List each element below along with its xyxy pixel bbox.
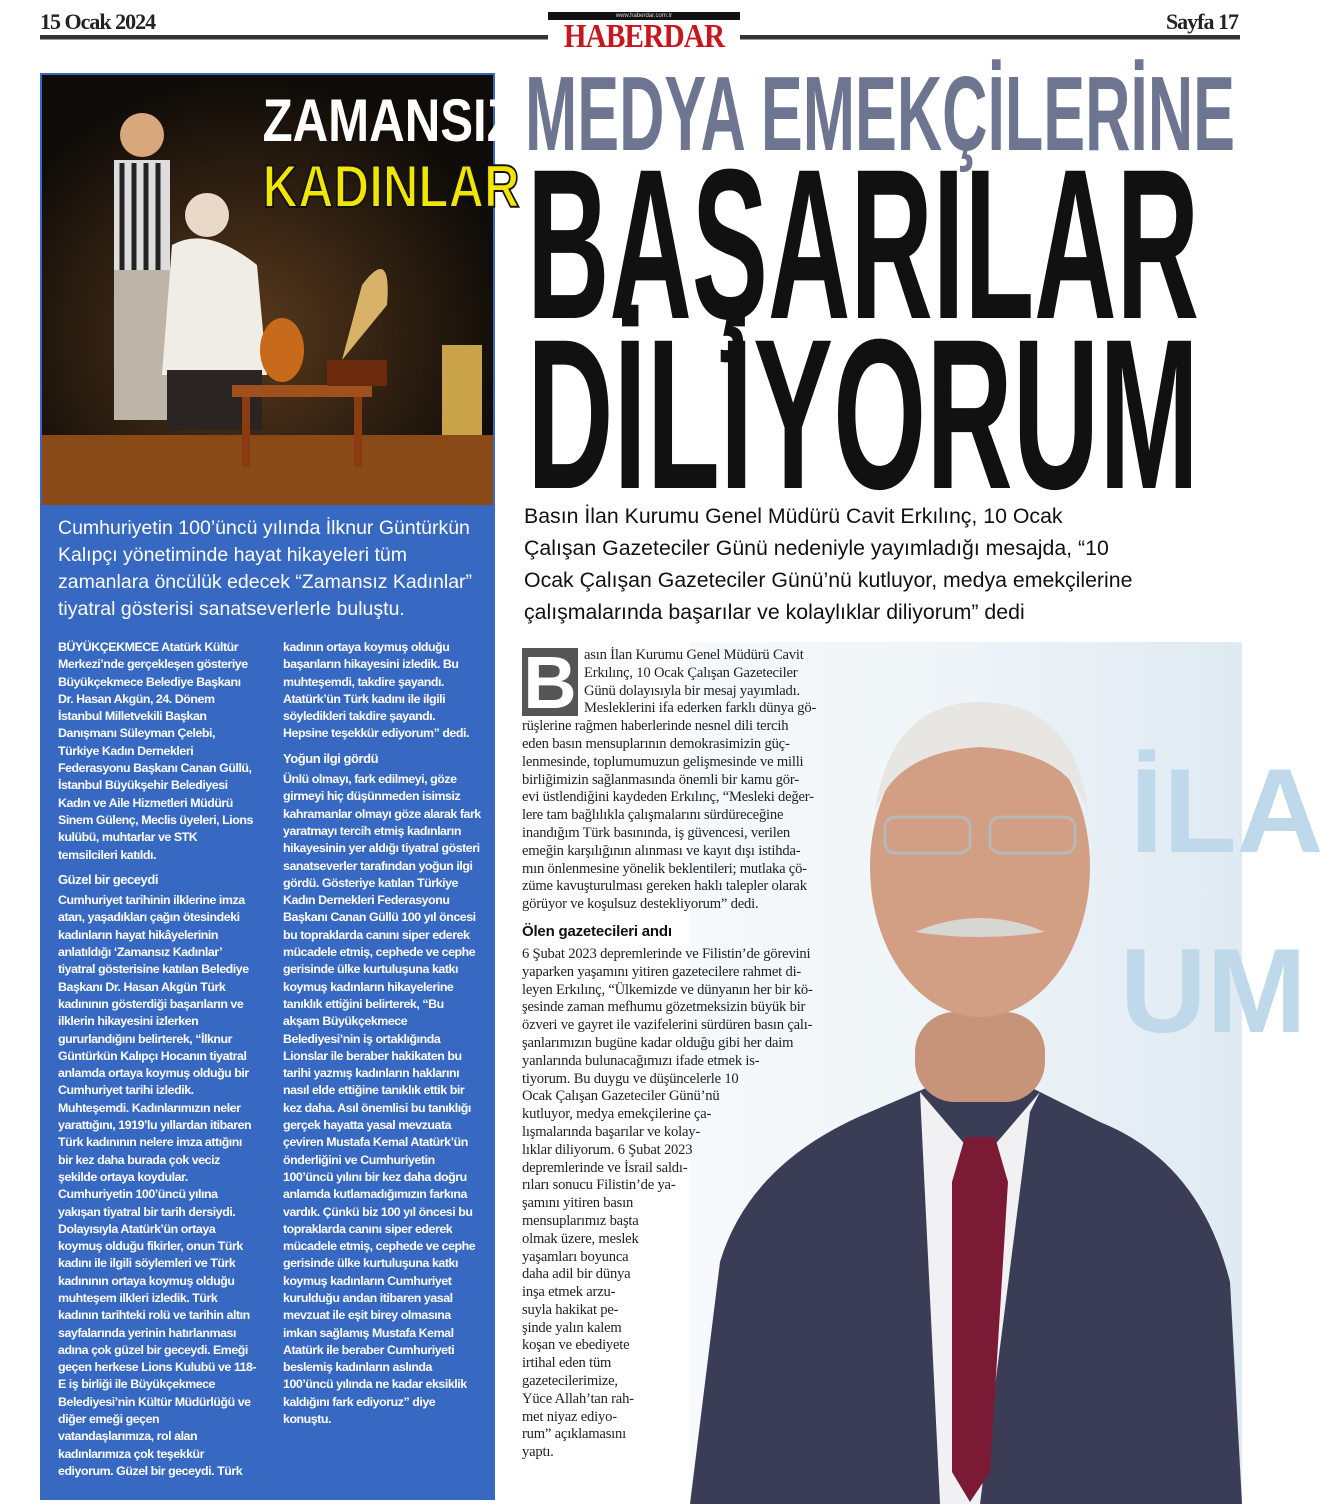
body-line: şamını yitiren basın [522, 1195, 634, 1212]
body-line: mensuplarımız başta [522, 1212, 639, 1229]
theatre-stage-photo [42, 75, 520, 505]
subheading: Ölen gazetecileri andı [522, 922, 672, 940]
left-story-intro [58, 515, 498, 623]
body-line: met niyaz ediyo- [522, 1408, 617, 1425]
body-line: eden basın mensuplarının demokrasimizin güç- [522, 735, 790, 752]
logo-name: HABERDAR [563, 18, 725, 55]
header-rule-left [40, 35, 548, 40]
body-line: züme kavuşturulması gereken haklı talepler olarak [522, 878, 807, 895]
body-line: Erkılınç, 10 Ocak Çalışan Gazeteciler [584, 664, 798, 681]
body-line: özveri ve gayret ile vazifelerini sürdüren basın çalı- [522, 1017, 813, 1034]
body-line: asın İlan Kurumu Genel Müdürü Cavit [584, 647, 804, 663]
body-line: 6 Şubat 2023 depremlerinde ve Filistin’de görevini [522, 945, 811, 962]
body-line: leyen Erkılınç, “Ülkemizde ve dünyanın her bir kö- [522, 981, 813, 998]
body-line: Günü dolayısıyla bir mesaj yayımladı. [584, 682, 800, 699]
photo-title-line-1: ZAMANSIZ [262, 87, 517, 154]
body-line: rum” açıklamasını [522, 1426, 626, 1443]
body-line: daha adil bir dünya [522, 1266, 631, 1283]
body-line: birliğimizin sağlanmasında önemli bir kamu gör- [522, 771, 799, 788]
body-line: Mesleklerini ifa ederken farklı dünya gö- [584, 700, 817, 717]
body-line: rüşlerine rağmen haberlerinde nesnel dili tercih [522, 718, 789, 735]
right-story-body [522, 641, 852, 1462]
body-paragraph: Cumhuriyet tarihinin ilklerine imza atan, yaşadıkları çağın ötesindeki kadınların hayat hikâyelerinin anlatıldığı ‘Zamansız Kadınlar’ tiyatral gösterisine katılan Belediye Başkanı Dr. Hasan Akgün Türk kadınının gösterdiği başarıların ve ilklerin hikayesini izlerken gururlandığını belirterek, “İlknur Güntürkün Kalıpçı Hocanın tiyatral anlamda ortaya koymuş olduğu bir Cumhuriyet tarihi izledik. Muhteşemdi. Kadınlarımızın neler yarattığını, 1919’lu yıllardan itibaren Türk kadınının nelere imza attığını bir kez daha burada çok veciz şekilde ortaya koydular. Cumhuriyetin 100’üncü yılına yakışan tiyatral bir tarih dersiydi. Dolayısıyla Atatürk’ün ortaya koymuş olduğu fikirler, onun Türk kadını ile ilgili söylemleri ve Türk kadınının ortaya koymuş olduğu muhteşem ilkleri izledik. Türk kadının tarihteki rolü ve tarihin altın sayfalarında yerinin hatırlanması adına çok güzel bir geceydi. Emeği geçen herkese Lions Kulubü ve 118-E iş birliği ile Büyükçekmece Belediyesi’nin Kültür Müdürlüğü ve diğer emeği geçen vatandaşlarımıza, rol alan kadınlarımıza çok teşekkür ediyorum. Güzel bir geceydi. Türk kadının ortaya koymuş olduğu başarıların hikayesini izledik. Bu muhteşemdi, takdire şayandı. Atatürk’ün Türk kadını ile ilgili söyledikleri takdire şayandı. Hepsine teşekkür ediyorum” dedi. [58, 640, 469, 1478]
intro-line: Kalıpçı yönetiminde hayat hikayeleri tüm [58, 544, 408, 566]
headline-line-2: BAŞARILAR [527, 125, 1199, 364]
photo-title-line-2: KADINLAR [262, 153, 520, 220]
headline-line-1: MEDYA EMEKÇİLERİNE [525, 55, 1235, 173]
newspaper-logo [548, 12, 740, 54]
headline-deck [524, 500, 1244, 628]
body-line: evi üstlendiğini kaydeden Erkılınç, “Mesleki değer- [522, 789, 814, 806]
body-line: suyla hakikat pe- [522, 1301, 619, 1318]
body-line: lere tam bağlılıkla çalışmalarını sürdüreceğine [522, 807, 784, 824]
deck-line: Ocak Çalışan Gazeteciler Günü’nü kutluyor, medya emekçilerine [524, 568, 1133, 592]
body-line: Yüce Allah’tan rah- [522, 1390, 634, 1407]
body-line: tiyorum. Bu duygu ve düşüncelerle 10 [522, 1070, 739, 1087]
body-line: emeğin karşılığının alınması ve kayıt dışı istihda- [522, 842, 801, 859]
deck-line: Basın İlan Kurumu Genel Müdürü Cavit Erkılınç, 10 Ocak [524, 504, 1063, 528]
body-line: gazetecilerimize, [522, 1373, 618, 1390]
body-paragraph: Ünlü olmayı, fark edilmeyi, göze girmeyi hiç düşünmeden isimsiz kahramanlar olmayı göze alarak fark yaratmayı tercih etmiş kadınların hikayesinin yer aldığı tiyatral gösteri sanatseverler tarafından yoğun ilgi gördü. Gösteriye katılan Türkiye Kadın Dernekleri Federasyonu Başkanı Canan Güllü 100 yıl öncesi bu topraklarda canını siper ederek mücadele etmiş, cephede ve cephe gerisinde ülke kurtuluşuna katkı koymuş kadınların hikayelerine tanıklık ettiğini belirterek, “Bu akşam Büyükçekmece Belediyesi’nin iş ortaklığında Lionslar ile beraber hakikaten bu tarihi yazmış kadınların haklarını nasıl elde ettiğine tanıklık ettik bir kez daha. Asıl önemlisi bu tanıklığı gerçek hayatta yasal mevzuata çeviren Mustafa Kemal Atatürk’ün önderliğini ve Cumhuriyetin 100’üncü yılını bir kez daha doğru anlamda kutlamadığımızın farkına vardık. Çünkü biz 100 yıl öncesi bu topraklarda canını siper ederek mücadele etmiş, cephede ve cephe gerisinde ülke kurtuluşuna katkı koymuş kadınların Cumhuriyet kurulduğu andan itibaren yasal mevzuat ile eşit birey olmasına imkan sağlamış Mustafa Kemal Atatürk ile beraber Cumhuriyeti beslemiş kadınların aslında 100’üncü yılında ne kadar eksiklik kaldığını fark ediyoruz” diye konuştu. [283, 772, 481, 1427]
body-line: şesinde zaman mefhumu gözetmeksizin büyük bir [522, 999, 806, 1016]
drop-cap: B [523, 641, 577, 724]
body-line: Ocak Çalışan Gazeteciler Günü’nü [522, 1088, 720, 1105]
logo-url: www.haberdar.com.tr [548, 12, 740, 20]
body-line: rıları sonucu Filistin’de ya- [522, 1177, 676, 1194]
backdrop-text: UM [1120, 924, 1307, 1058]
backdrop-text: İLA [1130, 744, 1323, 878]
body-line: koşan ve ebediyete [522, 1337, 630, 1354]
body-line: yaşamları boyunca [522, 1248, 629, 1265]
body-line: irtihal eden tüm [522, 1355, 612, 1372]
body-line: lışmalarında başarılar ve kolay- [522, 1123, 700, 1140]
body-line: inşa etmek arzu- [522, 1284, 616, 1301]
subheading: Yoğun ilgi gördü [283, 750, 379, 766]
page-number: Sayfa 17 [1165, 9, 1238, 34]
body-line: lenmesinde, toplumumuzun gelişmesinde ve milli [522, 753, 804, 770]
deck-line: çalışmalarında başarılar ve kolaylıklar diliyorum” dedi [524, 600, 1025, 624]
body-line: görüyor ve koşulsuz destekliyorum” dedi. [522, 896, 759, 913]
body-line: şinde yalın kalem [522, 1319, 622, 1336]
intro-line: zamanlara öncülük edecek “Zamansız Kadınlar” [58, 571, 473, 593]
intro-line: tiyatral gösterisi sanatseverlerle buluştu. [58, 598, 405, 620]
header-rule-right [740, 35, 1240, 40]
body-line: depremlerinde ve İsrail saldı- [522, 1159, 688, 1176]
body-line: yaptı. [522, 1444, 554, 1461]
body-line: şanlarımızın bugüne kadar olduğu gibi her daim [522, 1034, 794, 1051]
left-story-body [58, 639, 482, 1495]
body-line: inandığım Türk basınında, iş güvencesi, verilen [522, 824, 790, 841]
body-line: kutluyor, medya emekçilerine ça- [522, 1106, 712, 1123]
headline-line-3: DİLİYORUM [527, 295, 1199, 534]
intro-line: Cumhuriyetin 100’üncü yılında İlknur Güntürkün [58, 517, 470, 539]
body-line: yanlarında bulunacağımızı ifade etmek is- [522, 1052, 760, 1069]
body-line: yaparken yaşamını yitiren gazetecilere rahmet di- [522, 963, 802, 980]
body-line: olmak üzere, meslek [522, 1230, 639, 1247]
deck-line: Çalışan Gazeteciler Günü nedeniyle yayımladığı mesajda, “10 [524, 536, 1109, 560]
subheading: Güzel bir geceydi [58, 871, 158, 887]
body-paragraph: BÜYÜKÇEKMECE Atatürk Kültür Merkezi’nde gerçekleşen gösteriye Büyükçekmece Belediye Başkanı Dr. Hasan Akgün, 24. Dönem İstanbul Milletvekili Başkan Danışmanı Süleyman Çelebi, Türkiye Kadın Dernekleri Federasyonu Başkanı Canan Güllü, İstanbul Büyükşehir Belediyesi Kadın ve Aile Hizmetleri Müdürü Sinem Gülenç, Meclis üyeleri, Lions kulübü, muhtarlar ve STK temsilcileri katıldı. [58, 640, 253, 862]
body-line: lıklar diliyorum. 6 Şubat 2023 [522, 1141, 693, 1158]
body-line: mın önlenmesine yönelik beklentileri; mutlaka çö- [522, 860, 807, 877]
issue-date: 15 Ocak 2024 [40, 9, 156, 34]
